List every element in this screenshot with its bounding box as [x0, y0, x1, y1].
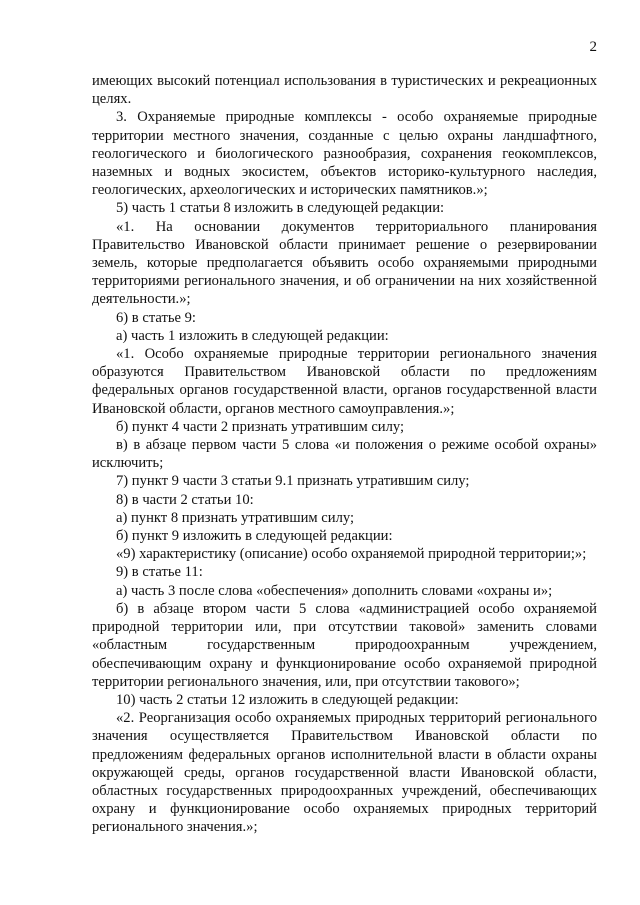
paragraph-continuation: имеющих высокий потенциал использования в туристических и рекреационных целях.: [92, 73, 597, 108]
paragraph-quote-1-regional: «1. Особо охраняемые природные территории регионального значения образуются Правительством Ивановской области по предложениям федеральных органов государственной власти, органов государственной власти Ивановской области, органов местного самоуправления.»;: [92, 346, 597, 417]
paragraph-item-6b: б) пункт 4 части 2 признать утратившим силу;: [116, 418, 405, 435]
paragraph-item-10: 10) часть 2 статьи 12 изложить в следующей редакции:: [116, 691, 459, 708]
paragraph-quote-9: «9) характеристику (описание) особо охраняемой природной территории;»;: [116, 546, 587, 563]
paragraph-item-6: 6) в статье 9:: [116, 309, 196, 326]
paragraph-item-9b: б) в абзаце втором части 5 слова «администрацией особо охраняемой природной территории или, при отсутствии таковой» заменить словами «областным государственным природоохранным учреждением, обеспечивающим охрану и функционирование особо охраняемой природной территории регионального значения, или, при отсутствии такового»;: [92, 600, 597, 690]
paragraph-item-8a: а) пункт 8 признать утратившим силу;: [116, 509, 355, 526]
paragraph-quote-2: «2. Реорганизация особо охраняемых природных территорий регионального значения осуществляется Правительством Ивановской области по предложениям федеральных органов исполнительной власти в области охраны окружающей среды, органов государственной власти Ивановской области, областных государственных природоохранных учреждений, обеспечивающих охрану и функционирование особо охраняемых природных территорий регионального значения.»;: [92, 710, 597, 836]
paragraph-item-5: 5) часть 1 статьи 8 изложить в следующей редакции:: [116, 200, 445, 217]
paragraph-item-6v: в) в абзаце первом части 5 слова «и положения о режиме особой охраны» исключить;: [92, 437, 597, 472]
paragraph-item-9: 9) в статье 11:: [116, 564, 203, 581]
document-body: [92, 72, 597, 837]
paragraph-clause-3: 3. Охраняемые природные комплексы - особо охраняемые природные территории местного значения, созданные с целью охраны ландшафтного, геологического и биологического разнообразия, сохранения геокомплексов, наземных и водных экосистем, объектов историко-культурного наследия, геологических, археологических и исторических памятников.»;: [92, 109, 597, 199]
paragraph-quote-1: «1. На основании документов территориального планирования Правительство Ивановской области принимает решение о резервировании земель, которые предполагается объявить особо охраняемыми природными территориями регионального значения, и об ограничении на них хозяйственной деятельности.»;: [92, 218, 597, 308]
paragraph-item-8: 8) в части 2 статьи 10:: [116, 491, 254, 508]
paragraph-item-6a: а) часть 1 изложить в следующей редакции:: [116, 327, 389, 344]
paragraph-item-9a: а) часть 3 после слова «обеспечения» дополнить словами «охраны и»;: [116, 582, 553, 599]
paragraph-item-7: 7) пункт 9 части 3 статьи 9.1 признать утратившим силу;: [116, 473, 470, 490]
page-number: 2: [589, 39, 597, 55]
paragraph-item-8b: б) пункт 9 изложить в следующей редакции:: [116, 528, 393, 545]
